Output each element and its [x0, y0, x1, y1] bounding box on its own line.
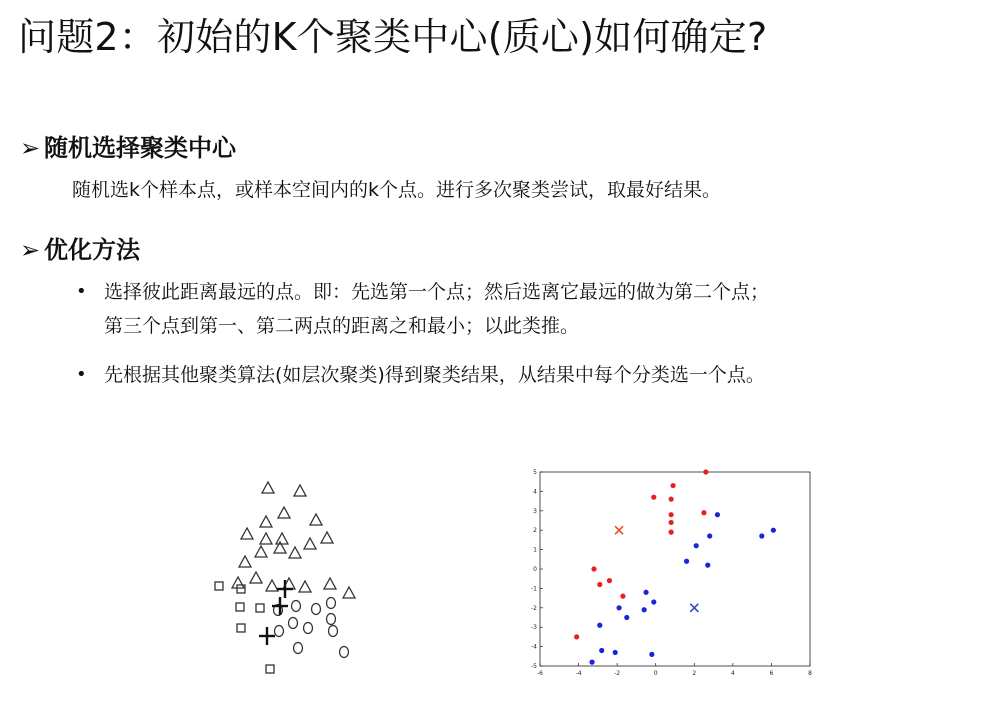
square-point: [236, 603, 244, 611]
y-tick-label: 2: [533, 527, 537, 535]
triangle-point: [232, 577, 244, 588]
triangle-point: [262, 482, 274, 493]
blue-point: [643, 590, 648, 595]
section-heading-text: 优化方法: [44, 236, 140, 264]
red-point: [607, 578, 612, 583]
square-point: [215, 582, 223, 590]
red-point: [669, 512, 674, 517]
red-point: [669, 530, 674, 535]
triangle-point: [276, 533, 288, 544]
blue-point: [597, 623, 602, 628]
blue-point: [589, 660, 594, 665]
circle-point: [275, 626, 284, 637]
slide-title: 问题2：初始的K个聚类中心(质心)如何确定?: [18, 15, 768, 59]
triangle-point: [289, 547, 301, 558]
circle-point: [327, 614, 336, 625]
triangle-point: [343, 587, 355, 598]
blue-point: [649, 652, 654, 657]
red-point: [651, 495, 656, 500]
x-tick-label: 4: [730, 670, 735, 677]
kmeans-scatter-figure: [520, 460, 820, 690]
y-tick-label: 5: [533, 469, 537, 476]
circle-point: [327, 598, 336, 609]
blue-point: [705, 563, 710, 568]
arrow-bullet-icon: ➢: [20, 134, 41, 162]
centroid-plus-marker: [277, 580, 293, 598]
triangle-point: [250, 572, 262, 583]
y-tick-label: -5: [531, 663, 537, 670]
section-random-text: 随机选k个样本点，或样本空间内的k个点。进行多次聚类尝试，取最好结果。: [72, 179, 722, 201]
red-point: [620, 594, 625, 599]
triangle-point: [294, 485, 306, 496]
blue-point: [613, 650, 618, 655]
x-tick-label: 0: [653, 670, 658, 677]
triangle-point: [260, 516, 272, 527]
blue-point: [651, 599, 656, 604]
y-tick-label: 4: [533, 488, 537, 496]
x-tick-label: 6: [769, 670, 774, 677]
blue-point: [624, 615, 629, 620]
blue-point: [642, 607, 647, 612]
circle-point: [312, 604, 321, 615]
triangle-point: [304, 538, 316, 549]
blue-point: [715, 512, 720, 517]
x-tick-label: -4: [575, 670, 582, 677]
triangle-point: [310, 514, 322, 525]
blue-point: [771, 528, 776, 533]
red-point: [597, 582, 602, 587]
y-tick-label: -4: [531, 643, 537, 651]
x-tick-label: 2: [692, 670, 697, 677]
triangle-point: [260, 533, 272, 544]
square-point: [266, 665, 274, 673]
circle-point: [292, 601, 301, 612]
y-tick-label: -1: [531, 585, 537, 593]
blue-point: [694, 543, 699, 548]
blue-point: [707, 533, 712, 538]
triangle-point: [266, 580, 278, 591]
centroid-plus-marker: [259, 627, 275, 645]
circle-point: [329, 626, 338, 637]
red-point: [670, 483, 675, 488]
x-tick-label: 8: [808, 670, 812, 677]
blue-point: [759, 533, 764, 538]
blue-point: [684, 559, 689, 564]
triangle-point: [241, 528, 253, 539]
plot-frame: [540, 472, 810, 666]
square-point: [237, 624, 245, 632]
bullet-dot-icon: •: [76, 364, 87, 385]
y-tick-label: 0: [533, 566, 537, 573]
x-tick-label: -2: [614, 670, 621, 677]
blue-point: [616, 605, 621, 610]
blue-point: [599, 648, 604, 653]
red-point: [669, 497, 674, 502]
red-point: [701, 510, 706, 515]
y-tick-label: 3: [533, 507, 537, 515]
square-point: [256, 604, 264, 612]
triangle-point: [324, 578, 336, 589]
triangle-point: [278, 507, 290, 518]
triangle-point: [255, 546, 267, 557]
red-point: [703, 469, 708, 474]
triangle-point: [239, 556, 251, 567]
circle-point: [289, 618, 298, 629]
bullet-1-line-1: 选择彼此距离最远的点。即：先选第一个点；然后选离它最远的做为第二个点；: [104, 281, 770, 303]
circle-point: [340, 647, 349, 658]
x-tick-label: -6: [537, 670, 543, 677]
circle-point: [294, 643, 303, 654]
y-tick-label: 1: [533, 546, 537, 554]
red-point: [574, 634, 579, 639]
red-point: [591, 566, 596, 571]
circle-point: [304, 623, 313, 634]
section-heading-text: 随机选择聚类中心: [44, 134, 236, 162]
triangle-point: [299, 581, 311, 592]
bullet-2-line-1: 先根据其他聚类算法(如层次聚类)得到聚类结果，从结果中每个分类选一个点。: [104, 364, 765, 386]
arrow-bullet-icon: ➢: [20, 236, 41, 264]
red-point: [669, 520, 674, 525]
bullet-dot-icon: •: [76, 281, 87, 302]
bullet-1-line-2: 第三个点到第一、第二两点的距离之和最小；以此类推。: [104, 315, 580, 337]
triangle-point: [321, 532, 333, 543]
y-tick-label: -2: [531, 604, 537, 612]
square-point: [237, 585, 245, 593]
y-tick-label: -3: [531, 624, 537, 632]
